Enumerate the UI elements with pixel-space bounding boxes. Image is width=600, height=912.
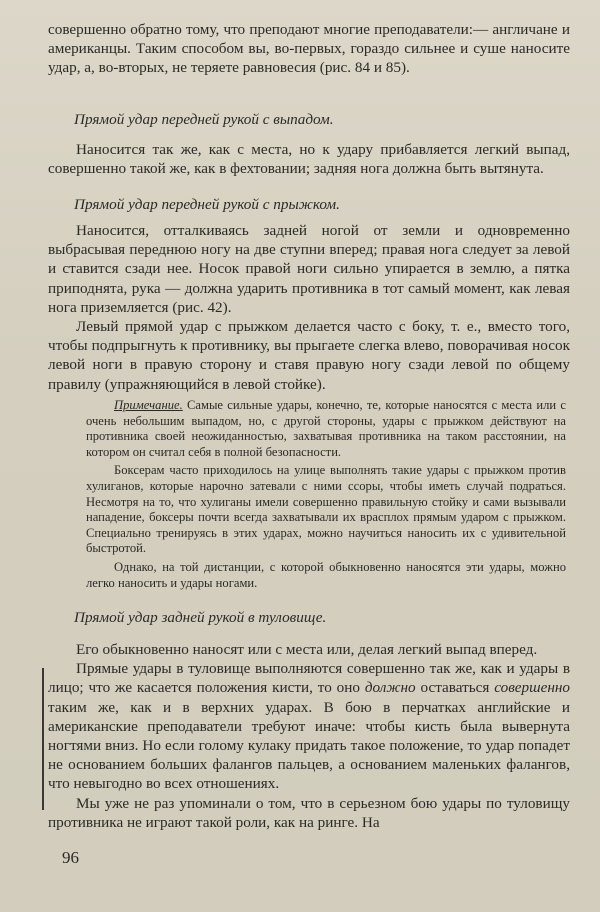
body-paragraph-1: Его обыкновенно наносят или с места или, делая легкий выпад вперед. [76, 641, 538, 658]
note-label: Примечание. [114, 398, 183, 412]
body-paragraph-3: Мы уже не раз упоминали о том, что в серьезном бою удары по туловищу противника не играют такой роли, как на ринге. На [48, 794, 570, 831]
page-number: 96 [62, 848, 79, 867]
section-lunge [48, 110, 570, 178]
note-paragraph-3: Однако, на той дистанции, с которой обыкновенно наносятся эти удары, можно легко наносить и удары ногами. [86, 559, 566, 590]
intro-block [48, 20, 570, 78]
heading-lunge: Прямой удар передней рукой с выпадом. [74, 111, 334, 128]
note-paragraph-2: Боксерам часто приходилось на улице выполнять такие удары с прыжком против хулиганов, которые нарочно затевали с ними ссоры, чтобы иметь случай подраться. Несмотря на то, что хулиганы имели совершенно правильную стойку и сами вызывали нападение, боксеры почти всегда захватывали их врасплох прямым ударом с прыжком. Специально тренируясь в этих ударах, можно научиться наносить их с удивительной быстротой. [86, 463, 566, 556]
section-jump [48, 195, 570, 394]
body-paragraph-2: Прямые удары в туловище выполняются совершенно так же, как и удары в лицо; что же касается положения кисти, то оно должно оставаться совершенно таким же, как и в верхних ударах. В бою в перчатках английские и американские преподаватели требуют иначе: чтобы кисть была вывернута ногтями вниз. Но если голому кулаку придать такое положение, то удар попадет не основанием больших фалангов пальцев, а основанием маленьких фалангов, что невыгодно во всех отношениях. [48, 660, 570, 793]
note-text-1: Самые сильные удары, конечно, те, которые наносятся с места или с очень небольшим выпадом, но, с другой стороны, удары с прыжком действуют на противника своей неожиданностью, захватывая противника на таком расстоянии, на котором он считал себя в полной безопасности. [86, 398, 566, 459]
section-body [48, 608, 570, 832]
jump-paragraph-2: Левый прямой удар с прыжком делается часто с боку, т. е., вместо того, чтобы подпрыгнуть к противнику, вы прыгаете слегка влево, поворачивая носок левой ноги в правую сторону и ставя правую ногу сзади левой по общему правилу (упражняющийся в левой стойке). [48, 318, 570, 393]
note-paragraph-1 [86, 398, 566, 460]
intro-paragraph: совершенно обратно тому, что преподают многие преподаватели:— англичане и американцы. Таким способом вы, во-первых, гораздо сильнее и суше наносите удар, а, во-вторых, не теряете равновесия (рис. 84 и 85). [48, 21, 570, 77]
heading-body: Прямой удар задней рукой в туловище. [74, 609, 327, 626]
jump-paragraph-1: Наносится, отталкиваясь задней ногой от земли и одновременно выбрасывая переднюю ногу на две ступни вперед; правая нога следует за левой и ставится сзади нее. Носок правой ноги сильно упирается в землю, а пятка приподнята, рука — должна ударить противника в тот самый момент, как левая нога приземляется (рис. 42). [48, 222, 570, 316]
margin-pencil-line [42, 668, 44, 810]
heading-jump: Прямой удар передней рукой с прыжком. [74, 196, 340, 213]
note-block [48, 398, 570, 591]
lunge-paragraph: Наносится так же, как с места, но к удару прибавляется легкий выпад, совершенно такой же, как в фехтовании; задняя нога должна быть вытянута. [48, 141, 570, 178]
